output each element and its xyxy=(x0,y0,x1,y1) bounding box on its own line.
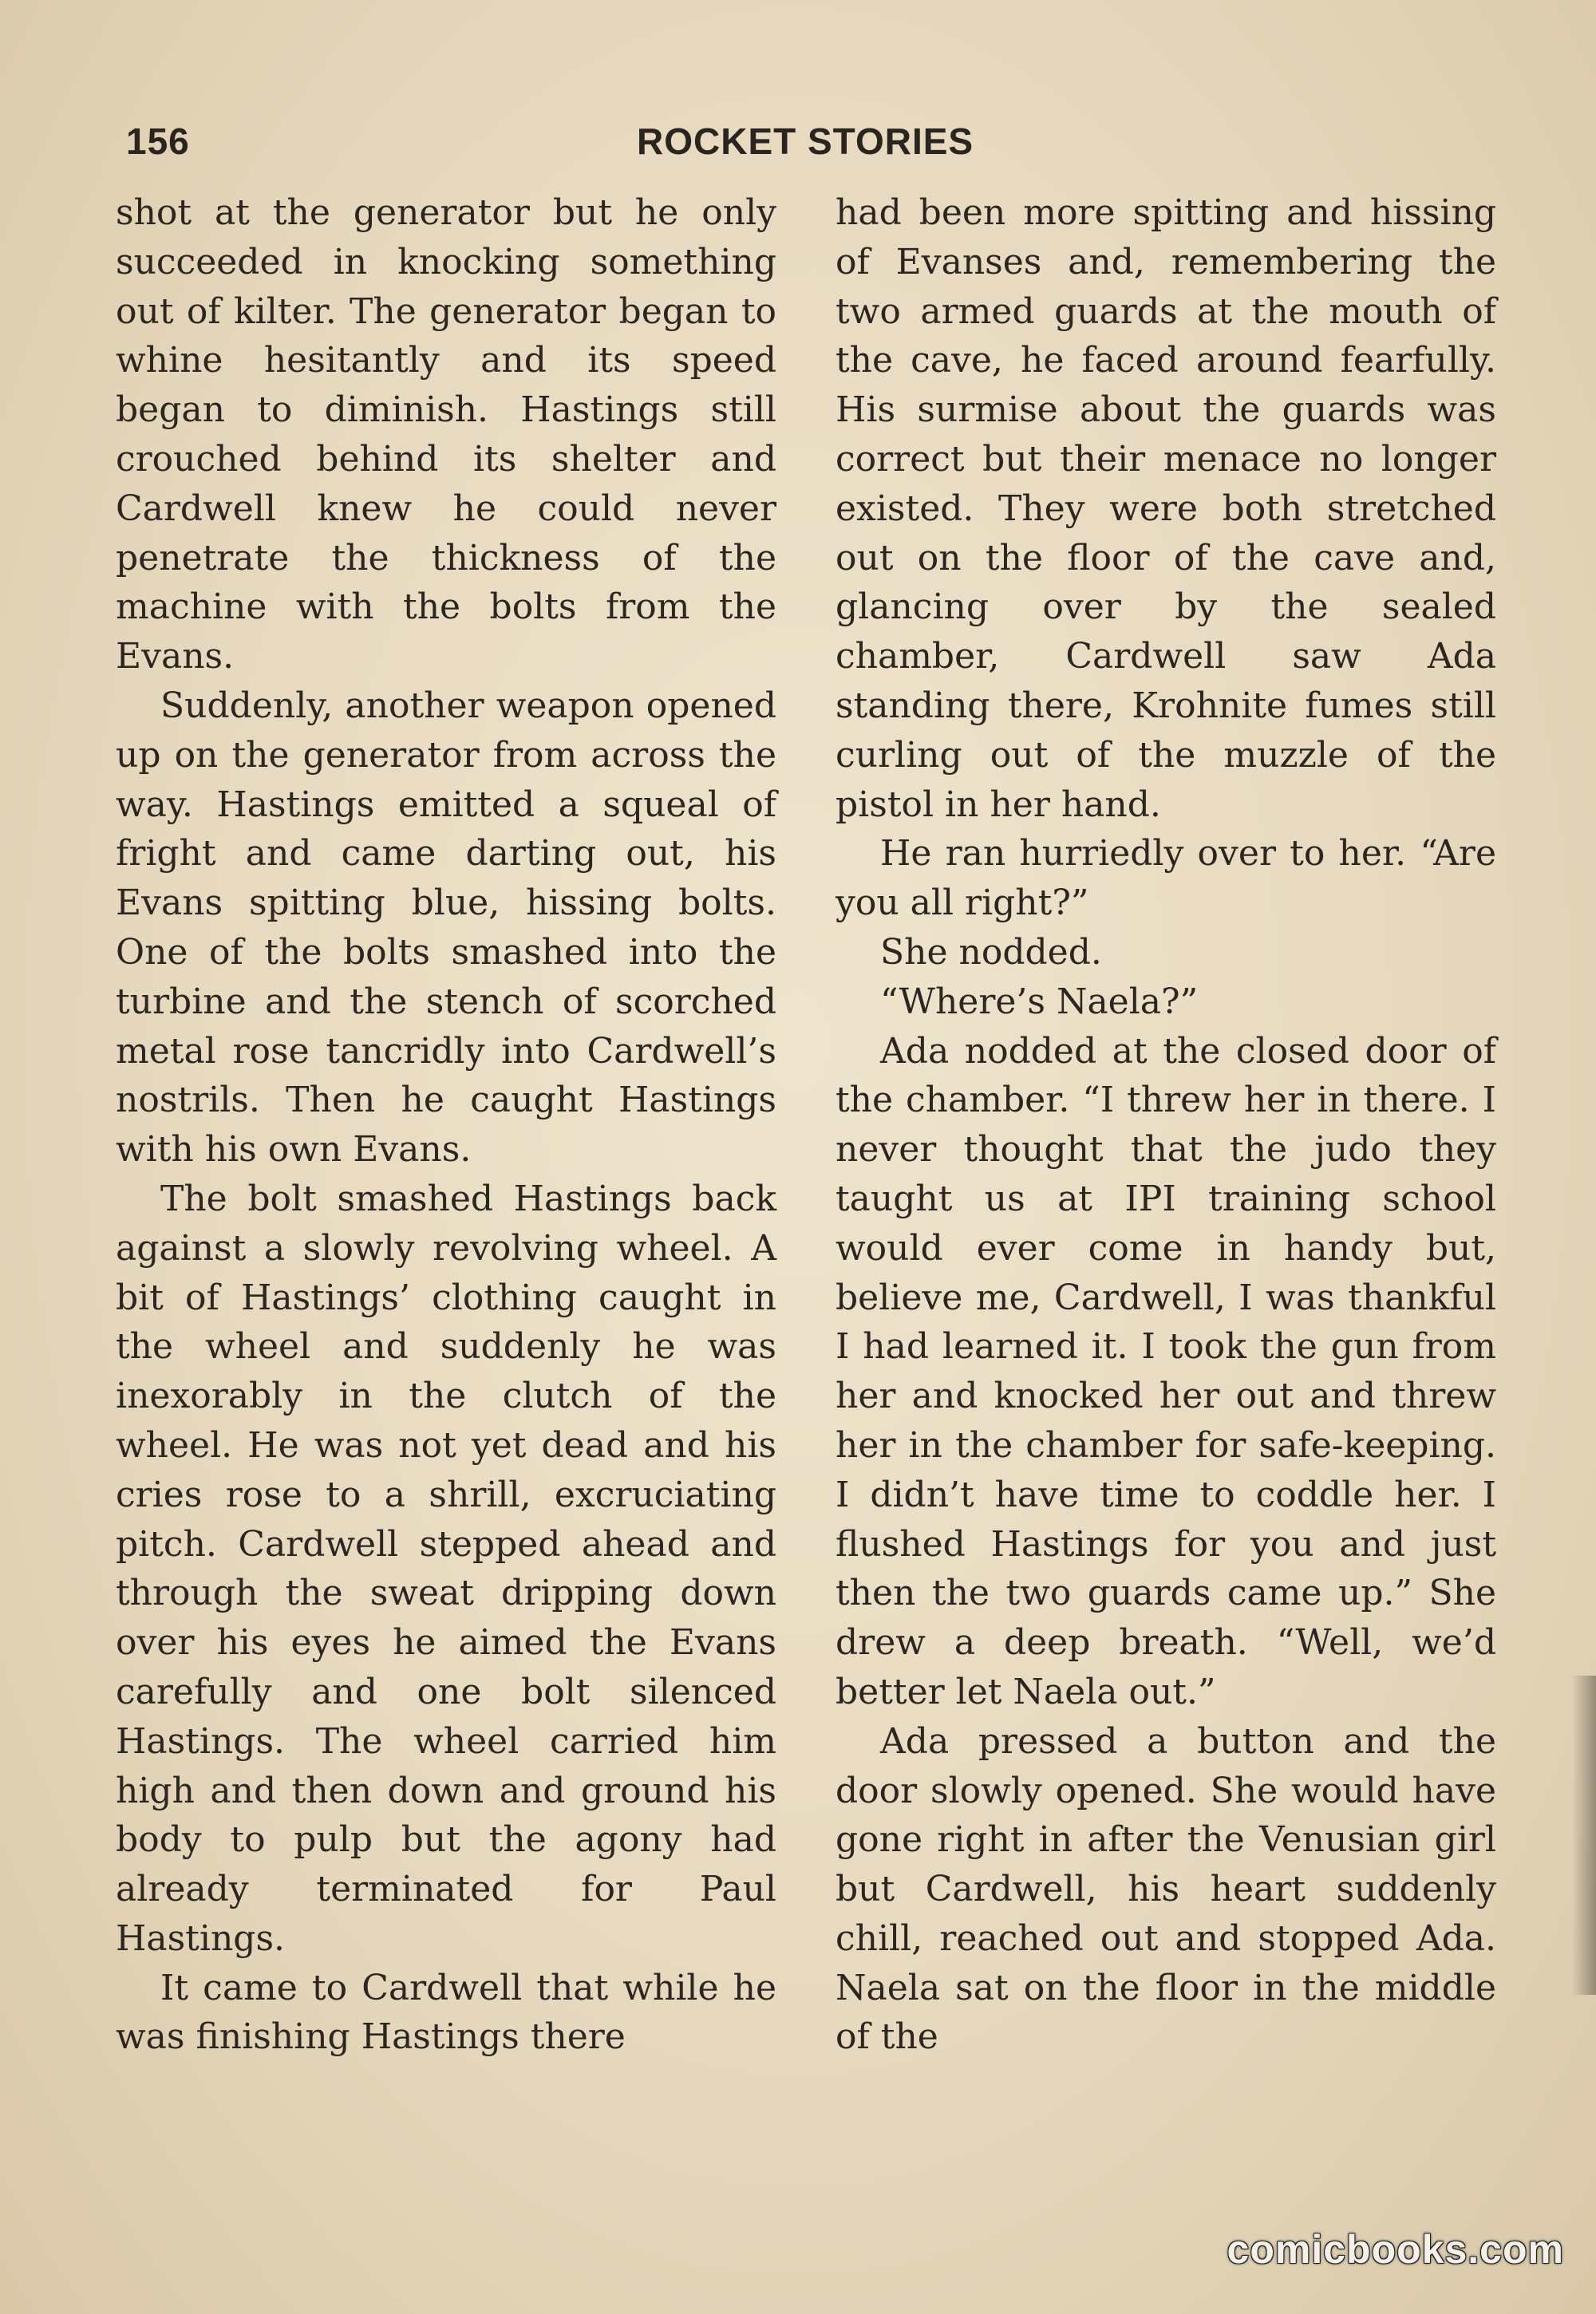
paragraph: He ran hurriedly over to her. “Are you all right?” xyxy=(836,833,1496,924)
page-edge-shadow xyxy=(1572,1676,1596,1995)
paragraph: Ada nodded at the closed door of the chamber. “I threw her in there. I never thought that the judo they taught us at IPI training school would ever come in handy but, believe me, Cardwell, I was thankful I had learned it. I took the gun from her and knocked her out and threw her in the chamber for safe-keeping. I didn’t have time to coddle her. I flushed Hastings for you and just then the two guards came up.” She drew a deep breath. “Well, we’d better let Naela out.” xyxy=(836,1030,1496,1712)
paragraph: “Where’s Naela?” xyxy=(880,981,1199,1022)
left-column xyxy=(116,188,776,2062)
watermark: comicbooks.com xyxy=(1227,2227,1564,2272)
paragraph: It came to Cardwell that while he was finishing Hastings there xyxy=(116,1967,776,2058)
paragraph: Suddenly, another weapon opened up on the generator from across the way. Hastings emitted a squeal of fright and came darting out, his Evans spitting blue, hissing bolts. One of the bolts smashed into the turbine and the stench of scorched metal rose tancridly into Cardwell’s nostrils. Then he caught Hastings with his own Evans. xyxy=(116,685,776,1171)
paragraph: shot at the generator but he only succeeded in knocking something out of kilter. The generator began to whine hesitantly and its speed began to diminish. Hastings still crouched behind its shelter and Cardwell knew he could never penetrate the thickness of the machine with the bolts from the Evans. xyxy=(116,192,776,677)
paragraph: Ada pressed a button and the door slowly opened. She would have gone right in after the Venusian girl but Cardwell, his heart suddenly chill, reached out and stopped Ada. Naela sat on the floor in the middle of the xyxy=(836,1720,1496,2058)
page-header xyxy=(118,120,1507,168)
paragraph: had been more spitting and hissing of Evanses and, remembering the two armed guards at the mouth of the cave, he faced around fearfully. His surmise about the guards was correct but their menace no longer existed. They were both stretched out on the floor of the cave and, glancing over by the sealed chamber, Cardwell saw Ada standing there, Krohnite fumes still curling out of the muzzle of the pistol in her hand. xyxy=(836,192,1496,825)
running-head: ROCKET STORIES xyxy=(637,120,974,162)
paragraph: She nodded. xyxy=(880,931,1102,973)
right-column xyxy=(836,188,1496,2062)
paragraph: The bolt smashed Hastings back against a slowly revolving wheel. A bit of Hastings’ clothing caught in the wheel and suddenly he was inexorably in the clutch of the wheel. He was not yet dead and his cries rose to a shrill, excruciating pitch. Cardwell stepped ahead and through the sweat dripping down over his eyes he aimed the Evans carefully and one bolt silenced Hastings. The wheel carried him high and then down and ground his body to pulp but the agony had already terminated for Paul Hastings. xyxy=(116,1178,776,1959)
page-number: 156 xyxy=(126,120,190,162)
